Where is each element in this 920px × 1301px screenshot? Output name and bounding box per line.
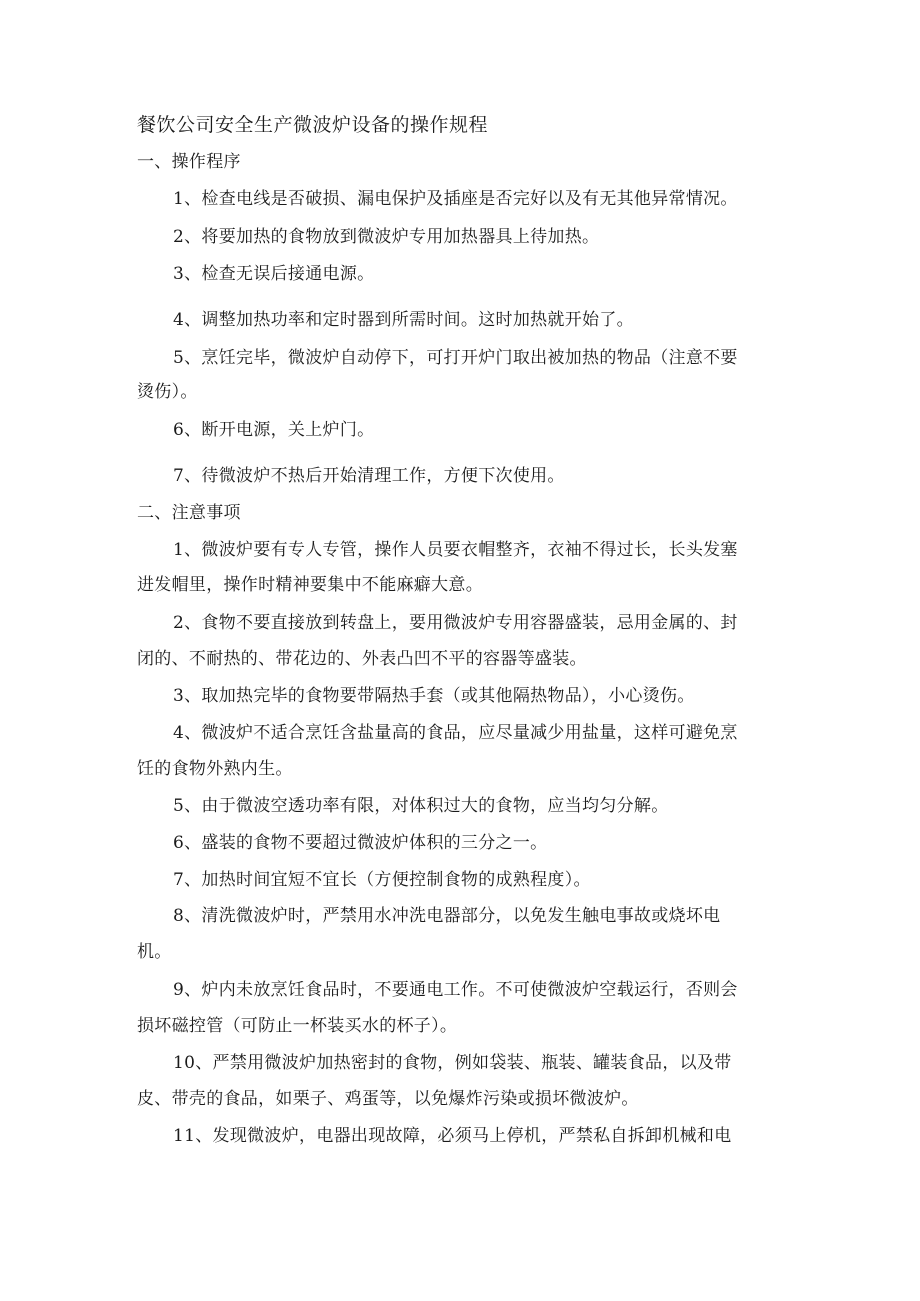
list-item-continuation: 饪的食物外熟内生。 — [137, 759, 293, 779]
list-item: 6、断开电源，关上炉门。 — [173, 420, 375, 440]
list-item: 5、由于微波空透功率有限，对体积过大的食物，应当均匀分解。 — [173, 796, 669, 816]
list-item: 1、检查电线是否破损、漏电保护及插座是否完好以及有无其他异常情况。 — [173, 189, 738, 209]
list-item-continuation: 损坏磁控管（可防止一杯装买水的杯子）。 — [137, 1016, 458, 1036]
list-item: 3、取加热完毕的食物要带隔热手套（或其他隔热物品），小心烫伤。 — [173, 686, 695, 706]
list-item: 6、盛装的食物不要超过微波炉体积的三分之一。 — [173, 833, 548, 853]
list-item: 7、加热时间宜短不宜长（方便控制食物的成熟程度）。 — [173, 870, 591, 890]
list-item: 2、将要加热的食物放到微波炉专用加热器具上待加热。 — [173, 227, 600, 247]
list-item: 5、烹饪完毕，微波炉自动停下，可打开炉门取出被加热的物品（注意不要 — [173, 348, 738, 368]
list-item-continuation: 闭的、不耐热的、带花边的、外表凸凹不平的容器等盛装。 — [137, 649, 587, 669]
list-item: 8、清洗微波炉时，严禁用水冲洗电器部分，以免发生触电事故或烧坏电 — [173, 906, 721, 926]
list-item-continuation: 机。 — [137, 942, 172, 962]
list-item-continuation: 皮、带壳的食品，如栗子、鸡蛋等，以免爆炸污染或损坏微波炉。 — [137, 1089, 639, 1109]
list-item: 3、检查无误后接通电源。 — [173, 264, 375, 284]
list-item: 10、严禁用微波炉加热密封的食物，例如袋装、瓶装、罐装食品，以及带 — [173, 1053, 732, 1073]
list-item: 2、食物不要直接放到转盘上，要用微波炉专用容器盛装，忌用金属的、封 — [173, 613, 738, 633]
section-heading: 一、操作程序 — [137, 152, 241, 172]
list-item: 1、微波炉要有专人专管，操作人员要衣帽整齐，衣袖不得过长，长头发塞 — [173, 540, 738, 560]
document-title: 餐饮公司安全生产微波炉设备的操作规程 — [137, 114, 489, 136]
list-item: 4、调整加热功率和定时器到所需时间。这时加热就开始了。 — [173, 310, 634, 330]
list-item-continuation: 烫伤）。 — [137, 382, 198, 402]
list-item: 7、待微波炉不热后开始清理工作，方便下次使用。 — [173, 466, 565, 486]
list-item: 4、微波炉不适合烹饪含盐量高的食品，应尽量减少用盐量，这样可避免烹 — [173, 723, 738, 743]
section-heading: 二、注意事项 — [137, 503, 241, 523]
list-item-continuation: 进发帽里，操作时精神要集中不能麻癖大意。 — [137, 575, 483, 595]
list-item: 9、炉内未放烹饪食品时，不要通电工作。不可使微波炉空载运行，否则会 — [173, 980, 738, 1000]
list-item: 11、发现微波炉，电器出现故障，必须马上停机，严禁私自拆卸机械和电 — [173, 1126, 732, 1146]
